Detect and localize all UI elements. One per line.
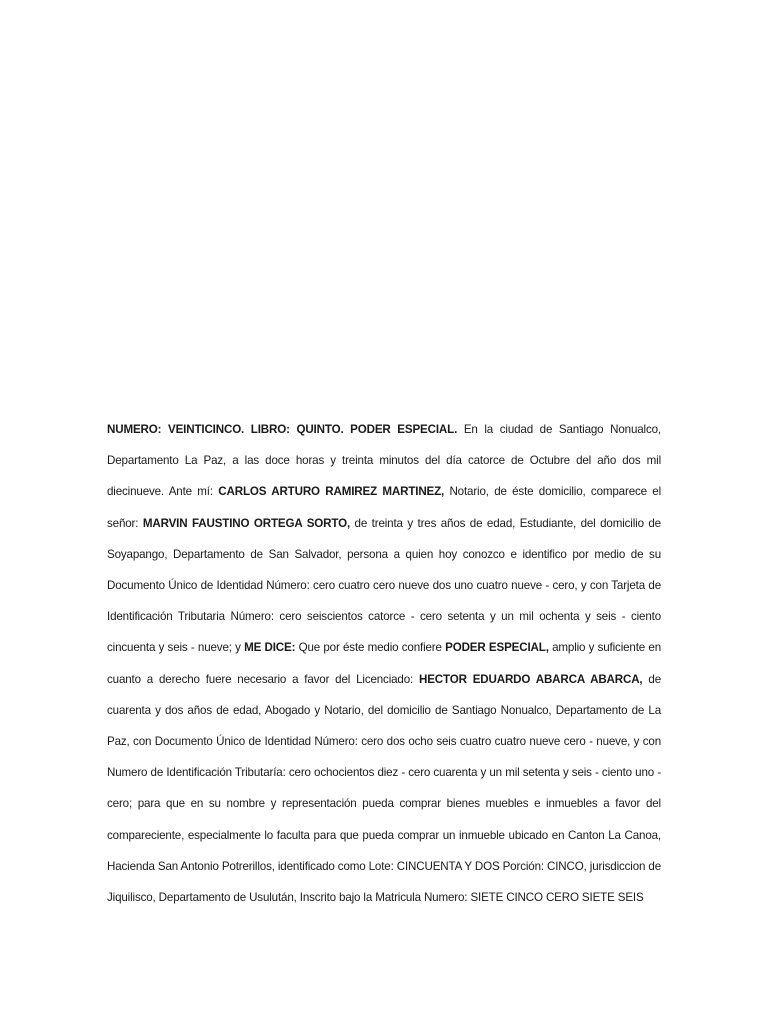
text-run: amplio y suficiente en cuanto a derecho fuere necesario a favor del Licenciado: bbox=[107, 641, 661, 686]
text-run: de cuarenta y dos años de edad, Abogado y Notario, del domicilio de Santiago Nonualco, Departamento de La Paz, con Documento Único de Identidad Número: cero dos ocho seis cuatro cuatro nueve cero - nueve, y con Numero de Identificación Tributaría: cero ochocientos diez - cero cuarenta y un mil setenta y seis - ciento uno - cero; para que en su nombre y representación pueda comprar bienes muebles e inmuebles a favor del compareciente, especialmente lo faculta para que pueda comprar un inmueble ubicado en Canton La Canoa, Hacienda San Antonio Potrerillos, identificado como Lote: CINCUENTA Y DOS Porción: CINCO, jurisdiccion de Jiquilisco, Departamento de Usulután, Inscrito bajo la Matricula Numero: SIETE CINCO CERO SIETE SEIS bbox=[107, 672, 661, 905]
text-run: Notario, de éste domicilio, comparece el señor: bbox=[107, 485, 661, 530]
text-run: En la ciudad de Santiago Nonualco, Departamento La Paz, a las doce horas y treinta minutos del día catorce de Octubre del año dos mil diecinueve. Ante mí: bbox=[107, 423, 661, 499]
text-run: de treinta y tres años de edad, Estudiante, del domicilio de Soyapango, Departamento de San Salvador, persona a quien hoy conozco e identifico por medio de su Documento Único de Identidad Número: cero cuatro cero nueve dos uno cuatro nueve - cero, y con Tarjeta de Identificación Tributaria Número: cero seiscientos catorce - cero setenta y un mil ochenta y seis - ciento cincuenta y seis - nueve; y bbox=[107, 516, 661, 655]
poder-especial-paragraph bbox=[107, 414, 661, 913]
notary-name: CARLOS ARTURO RAMIREZ MARTINEZ, bbox=[218, 485, 445, 499]
poder-especial-label: PODER ESPECIAL, bbox=[445, 641, 549, 655]
text-run: Que por éste medio confiere bbox=[295, 641, 446, 655]
attorney-name: HECTOR EDUARDO ABARCA ABARCA, bbox=[418, 672, 643, 686]
grantor-name: MARVIN FAUSTINO ORTEGA SORTO, bbox=[142, 516, 351, 530]
me-dice-label: ME DICE: bbox=[244, 641, 296, 655]
document-heading: NUMERO: VEINTICINCO. LIBRO: QUINTO. PODER ESPECIAL. bbox=[107, 423, 458, 436]
